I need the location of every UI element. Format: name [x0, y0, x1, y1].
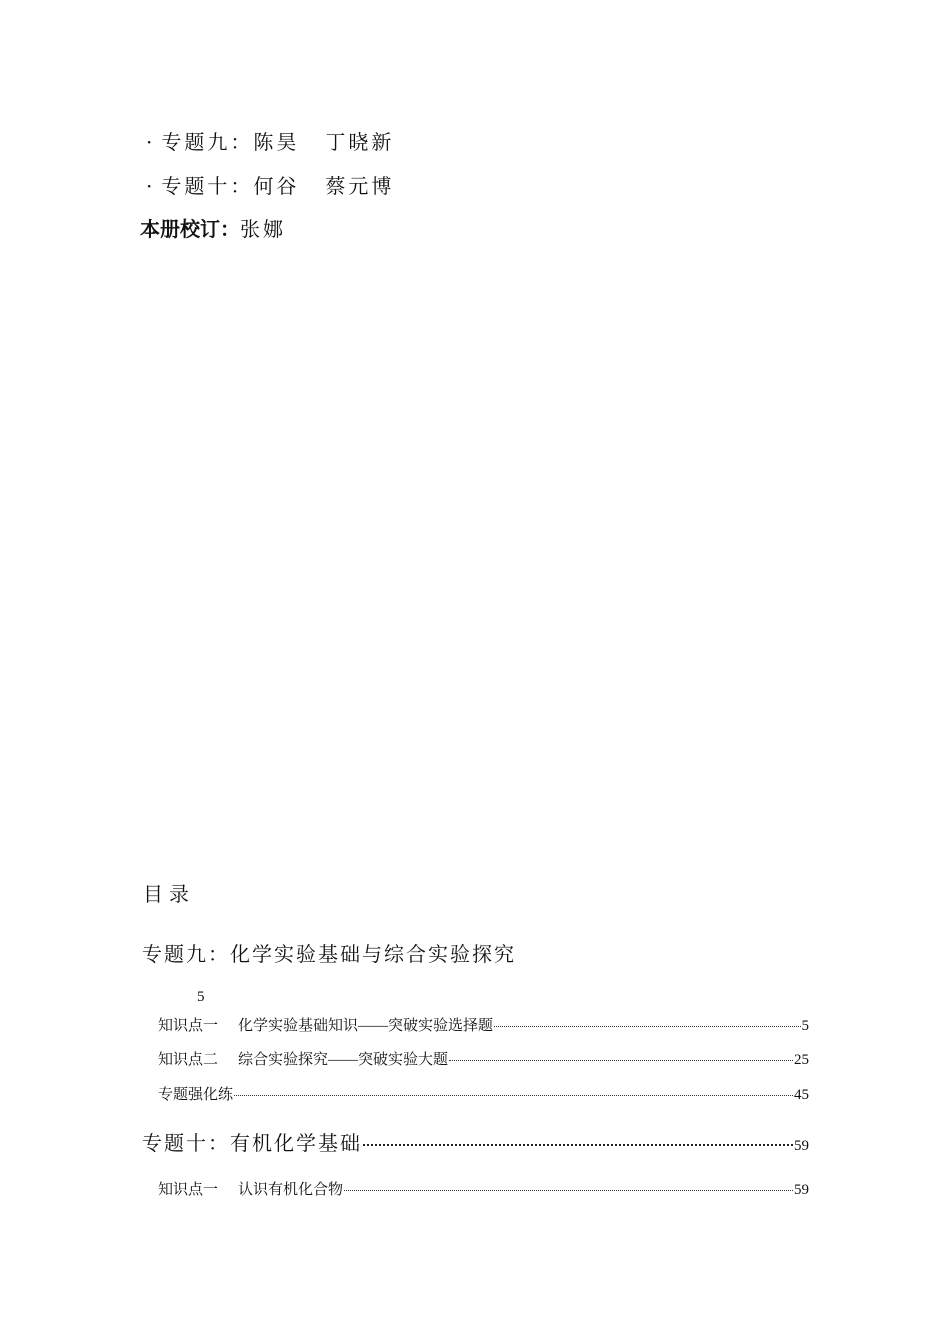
toc-entry-page: 5	[801, 1018, 809, 1034]
toc-chapter-title: 专题十：有机化学基础	[142, 1131, 362, 1155]
revision-name: 张娜	[240, 217, 286, 241]
toc-entry[interactable]	[158, 1178, 809, 1199]
bullet: ·	[146, 130, 156, 154]
toc-entry-title: 综合实验探究——突破实验大题	[238, 1052, 449, 1068]
credit-name: 丁晓新	[325, 130, 395, 154]
credit-label: 专题十：	[161, 174, 254, 198]
toc-chapter-10[interactable]	[142, 1127, 809, 1156]
credit-name: 何谷	[253, 174, 300, 198]
credit-name: 陈昊	[253, 130, 300, 154]
toc-entry-title: 认识有机化合物	[238, 1182, 344, 1198]
toc-entry-label: 知识点一	[158, 1182, 219, 1198]
dot-leader	[449, 1060, 793, 1061]
toc-chapter-9-page: 5	[197, 989, 205, 1005]
credit-line-topic-9	[146, 126, 394, 155]
dot-leader	[344, 1190, 793, 1191]
toc-entry[interactable]	[158, 1083, 809, 1104]
credit-name: 蔡元博	[325, 174, 395, 198]
toc-entry-page: 45	[794, 1087, 809, 1103]
toc-chapter-9[interactable]: 专题九：化学实验基础与综合实验探究	[142, 942, 516, 966]
credit-label: 专题九：	[161, 130, 254, 154]
revision-line	[140, 213, 286, 242]
toc-entry-label: 知识点二	[158, 1052, 219, 1068]
dot-leader	[234, 1095, 793, 1096]
toc-entry[interactable]	[158, 1048, 809, 1069]
credit-line-topic-10	[146, 170, 394, 199]
toc-entry-title: 专题强化练	[158, 1087, 234, 1103]
toc-title: 目录	[143, 882, 195, 906]
toc-entry-title: 化学实验基础知识——突破实验选择题	[238, 1018, 494, 1034]
toc-entry-page: 59	[794, 1182, 809, 1198]
toc-chapter-page: 59	[794, 1138, 809, 1154]
dot-leader	[494, 1026, 800, 1027]
toc-entry-label: 知识点一	[158, 1018, 219, 1034]
toc-entry[interactable]	[158, 1014, 809, 1035]
revision-label: 本册校订：	[140, 217, 240, 241]
toc-entry-page: 25	[794, 1052, 809, 1068]
bullet: ·	[146, 174, 156, 198]
dot-leader	[363, 1144, 793, 1146]
